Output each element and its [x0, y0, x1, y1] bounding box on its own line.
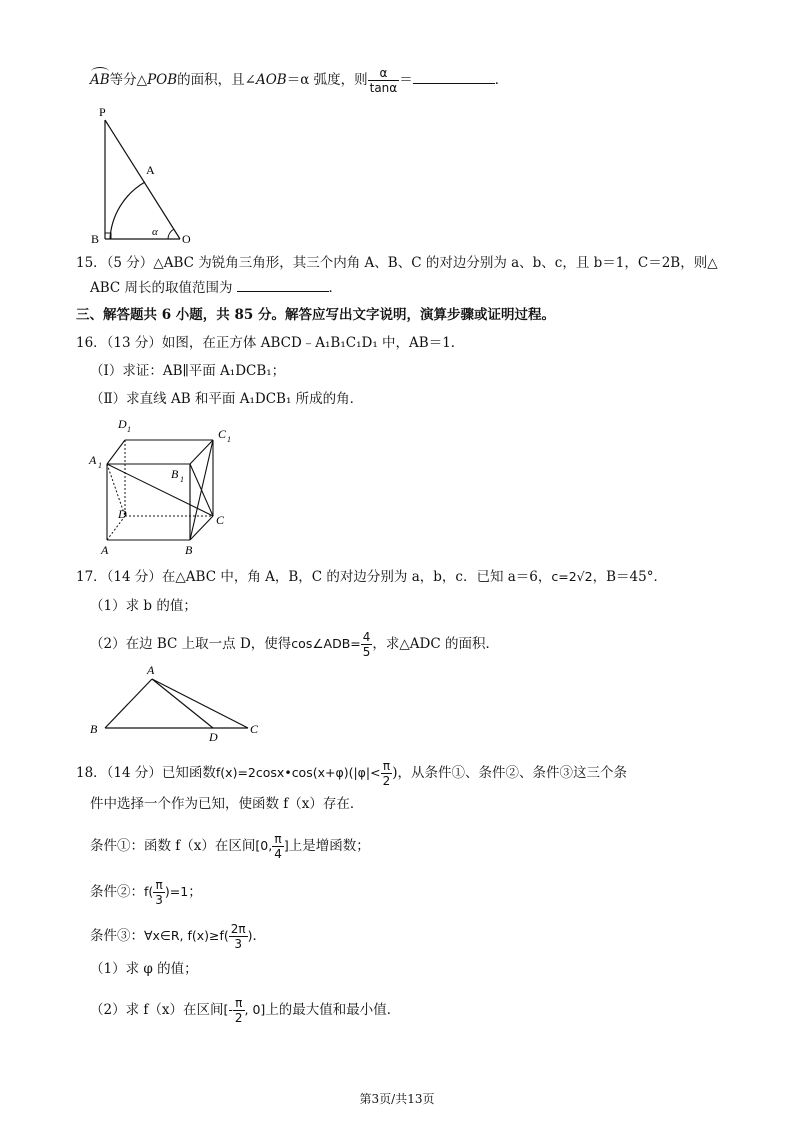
q17-triangle-figure	[85, 662, 270, 744]
q18-cond1a: 条件①：函数 f（x）在区间	[90, 838, 256, 854]
q15-line2b: ．	[328, 280, 343, 296]
arc-ab: AB	[90, 72, 110, 88]
q17-part2b: ，求△ADC 的面积．	[372, 636, 499, 652]
q17-line1	[76, 568, 667, 586]
q18-condition1	[90, 832, 370, 861]
q18-part2	[90, 996, 400, 1025]
q18-part2-fraction: $\frac{\pi}{2}$	[234, 996, 243, 1025]
svg-text:1: 1	[180, 475, 184, 484]
q17-part1: （1）求 b 的值；	[90, 598, 197, 614]
q16-cube-figure	[85, 412, 245, 562]
q17-line1a: 17．（14 分）在△ABC 中，角 A，B，C 的对边分别为 a，b，c．已知 a＝6，	[76, 569, 552, 585]
q17-part2a: （2）在边 BC 上取一点 D，使得	[90, 636, 292, 652]
q18-cond3a: 条件③：	[90, 928, 144, 944]
q14-fraction: $\frac{\alpha}{\tan\alpha}$	[369, 66, 398, 95]
page-footer: 第3页/共13页	[359, 1092, 435, 1106]
q18-cond2-b: )=1	[164, 884, 189, 899]
q18-cond3-b: )	[247, 928, 253, 943]
q18-part2-interval-a: [-	[223, 1002, 233, 1017]
svg-text:1: 1	[227, 435, 231, 444]
q18-cond2-fraction: $\frac{\pi}{3}$	[155, 878, 163, 907]
q14-answer-blank	[413, 71, 495, 84]
q14-text1: 等分△	[109, 72, 148, 88]
label-a: A	[147, 663, 155, 677]
label-c1: C	[218, 427, 227, 441]
label-a: A	[146, 163, 155, 177]
q14-text2: 的面积，且∠	[177, 72, 256, 88]
q18-line1a: 18．（14 分）已知函数	[76, 765, 216, 781]
q17-line1b: ，B＝45°．	[592, 569, 667, 585]
q18-cond3-end: ．	[252, 928, 267, 944]
q14-end: ．	[494, 72, 509, 88]
svg-text:1: 1	[98, 461, 102, 470]
q17-part2	[90, 630, 499, 659]
q16-part1: （Ⅰ）求证：AB∥平面 A₁DCB₁；	[90, 363, 286, 379]
q18-part2b: 上的最大值和最小值．	[265, 1002, 401, 1018]
q18-cond1-interval-a: [0,	[255, 838, 273, 853]
q17-cos: cos∠ADB=	[291, 636, 361, 651]
q18-cond3-f: ∀x∈R, f(x)≥f(	[144, 928, 229, 943]
q15-line2a: ABC 周长的取值范围为	[90, 280, 233, 296]
q18-cond3-fraction: $\frac{2\pi}{3}$	[230, 922, 246, 951]
q18-part2-interval-b: , 0]	[244, 1002, 266, 1017]
q16-part2: （Ⅱ）求直线 AB 和平面 A₁DCB₁ 所成的角．	[90, 391, 364, 407]
label-b: B	[91, 232, 100, 245]
q16-line1: 16．（13 分）如图，在正方体 ABCD﹣A₁B₁C₁D₁ 中，AB＝1．	[76, 335, 465, 351]
label-d1: D	[118, 417, 127, 431]
q15-line1: 15．（5 分）△ABC 为锐角三角形，其三个内角 A、B、C 的对边分别为 a、b、c，且 b＝1，C＝2B，则△	[76, 255, 718, 271]
q14-pob: POB	[147, 72, 178, 88]
label-b1: B	[171, 467, 179, 481]
section-3-heading: 三、解答题共 6 小题，共 85 分。解答应写出文字说明，演算步骤或证明过程。	[76, 307, 555, 323]
label-b: B	[185, 543, 193, 557]
label-d: D	[209, 730, 218, 744]
label-o: O	[182, 232, 191, 245]
q18-cond2a: 条件②：	[90, 884, 144, 900]
q18-cond2-f: f(	[144, 884, 154, 899]
q15-answer-blank	[237, 279, 329, 292]
q18-cond1-fraction: $\frac{\pi}{4}$	[274, 832, 282, 861]
q18-cond1-interval-b: ]	[283, 838, 289, 853]
q14-tail-line	[90, 66, 508, 95]
label-b: B	[90, 722, 98, 736]
q17-fraction: $\frac{4}{5}$	[362, 630, 371, 659]
q18-line1	[76, 759, 627, 788]
label-p: P	[99, 105, 106, 119]
q15-line2	[90, 279, 342, 297]
q18-pi-fraction: $\frac{\pi}{2}$	[382, 759, 391, 788]
svg-text:1: 1	[127, 425, 131, 434]
label-a: A	[101, 543, 109, 557]
q18-condition3	[90, 922, 266, 951]
q18-part2a: （2）求 f（x）在区间	[90, 1002, 224, 1018]
q14-figure	[85, 100, 195, 245]
q18-part1: （1）求 φ 的值；	[90, 961, 198, 977]
q18-line2: 件中选择一个作为已知，使函数 f（x）存在．	[90, 796, 364, 812]
q18-cond1b: 上是增函数；	[288, 838, 370, 854]
q17-c-value: c=2√2	[551, 569, 593, 584]
q18-cond2-end: ；	[188, 884, 202, 900]
label-c: C	[250, 722, 259, 736]
label-d: D	[118, 507, 127, 521]
label-c: C	[216, 513, 225, 527]
label-alpha: α	[152, 226, 158, 238]
q14-text3: ＝α 弧度，则	[286, 72, 368, 88]
q14-aob: AOB	[255, 72, 287, 88]
q18-condition2	[90, 878, 202, 907]
label-a1: A	[89, 453, 97, 467]
q18-function: f(x)=2cosx•cos(x+φ)(|φ|<	[215, 765, 381, 780]
q14-eq: ＝	[399, 72, 413, 88]
q18-line1b: )，从条件①、条件②、条件③这三个条	[392, 765, 628, 781]
